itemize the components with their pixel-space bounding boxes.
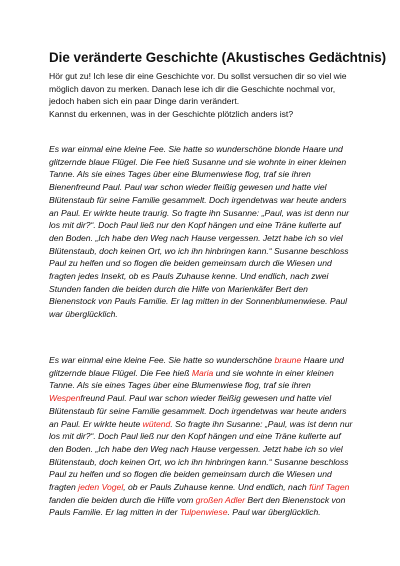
story-line: an Paul. Er wirkte heute traurig. So fragte ihn Susanne: „Paul, was ist denn nur [49, 207, 349, 218]
instructions [49, 70, 374, 120]
story-text: . So fragte ihn Susanne: „Paul, was ist denn nur [170, 418, 353, 429]
story-line: glitzernde blaue Flügel. Die Fee hieß Susanne und sie wohnte in einer kleinen [49, 156, 347, 167]
story-line: den Boden. „Ich habe den Weg nach Hause vergessen. Jetzt habe ich so viel [49, 232, 343, 243]
story-text: glitzernde blaue Flügel. Die Fee hieß [49, 367, 192, 378]
story-line: Tanne. Als sie eines Tages über eine Blumenwiese flog, traf sie ihren [49, 169, 311, 180]
story-text: an Paul. Er wirkte heute [49, 418, 143, 429]
story-line [49, 506, 379, 519]
story-line: Paul zu helfen und so flogen die beiden gemeinsam durch die Wiesen und [49, 469, 332, 480]
changed-word: Tulpenwiese [179, 507, 228, 518]
story-line: los mit dir?“. Doch Paul ließ nur den Kopf hängen und eine Träne kullerte auf [49, 431, 341, 442]
story-text: Haare und [301, 355, 344, 365]
changed-story [49, 354, 379, 519]
story-text: Pauls Familie. Er lag mitten in der [49, 507, 180, 518]
changed-word: jeden Vogel [78, 482, 124, 493]
story-text: fanden die beiden durch die Hilfe vom [49, 494, 196, 505]
changed-word: wütend [142, 418, 171, 429]
story-text: freund Paul. Paul war schon wieder fleißig gewesen und hatte viel [80, 393, 332, 404]
story-line: den Boden. „Ich habe den Weg nach Hause vergessen. Jetzt habe ich so viel [49, 443, 343, 454]
changed-word: Maria [191, 367, 214, 378]
story-line: Stunden fanden die beiden durch die Hilfe von Marienkäfer Bert den [49, 283, 308, 294]
story-line: Es war einmal eine kleine Fee. Sie hatte so wunderschöne blonde Haare und [49, 144, 343, 154]
story-text: , ob er Pauls Zuhause kenne. Und endlich, nach [123, 482, 310, 493]
story-line: Blütenstaub, doch keinen Ort, wo ich ihn hinbringen kann.“ Susanne beschloss [49, 456, 349, 467]
story-text: Es war einmal eine kleine Fee. Sie hatte so wunderschöne [49, 355, 275, 365]
page-title: Die veränderte Geschichte (Akustisches Gedächtnis) [49, 50, 387, 65]
instruction-line: möglich davon zu merken. Danach lese ich dir die Geschichte nochmal vor, [49, 83, 336, 94]
story-text: Bert den Bienenstock von [245, 494, 346, 505]
instruction-line: Kannst du erkennen, was in der Geschichte plötzlich anders ist? [49, 108, 294, 119]
story-text: fragten [49, 482, 79, 493]
story-line [49, 418, 379, 431]
story-line: Blütenstaub für seine Familie gesammelt. Doch irgendetwas war heute anders [49, 405, 347, 416]
changed-word: großen Adler [195, 494, 246, 505]
story-line: Paul zu helfen und so flogen die beiden gemeinsam durch die Wiesen und [49, 258, 332, 269]
story-line [49, 392, 379, 405]
changed-word: Wespen [49, 393, 81, 404]
instruction-line: Hör gut zu! Ich lese dir eine Geschichte vor. Du sollst versuchen dir so viel wie [49, 71, 347, 81]
instruction-line: jedoch haben sich ein paar Dinge darin verändert. [49, 96, 240, 107]
story-line [49, 354, 379, 367]
story-line: Blütenstaub für seine Familie gesammelt. Doch irgendetwas war heute anders [49, 194, 347, 205]
story-text: und sie wohnte in einer kleinen [213, 367, 334, 378]
original-story [49, 143, 379, 321]
story-line [49, 481, 379, 494]
story-line: war überglücklich. [49, 309, 118, 320]
story-line: Tanne. Als sie eines Tages über eine Blumenwiese flog, traf sie ihren [49, 380, 311, 391]
story-line: los mit dir?“. Doch Paul ließ nur den Kopf hängen und eine Träne kullerte auf [49, 220, 341, 231]
story-line: fragten jedes Insekt, ob es Pauls Zuhause kenne. Und endlich, nach zwei [49, 271, 329, 282]
story-line: Bienenstock von Pauls Familie. Er lag mitten in der Sonnenblumenwiese. Paul [49, 296, 348, 307]
story-line [49, 367, 379, 380]
changed-word: braune [274, 355, 302, 365]
story-text: . Paul war überglücklich. [227, 507, 321, 518]
story-line: Blütenstaub, doch keinen Ort, wo ich ihn hinbringen kann.“ Susanne beschloss [49, 245, 349, 256]
changed-word: fünf Tagen [309, 482, 350, 493]
story-line: Bienenfreund Paul. Paul war schon wieder fleißig gewesen und hatte viel [49, 182, 327, 193]
story-line [49, 494, 379, 507]
